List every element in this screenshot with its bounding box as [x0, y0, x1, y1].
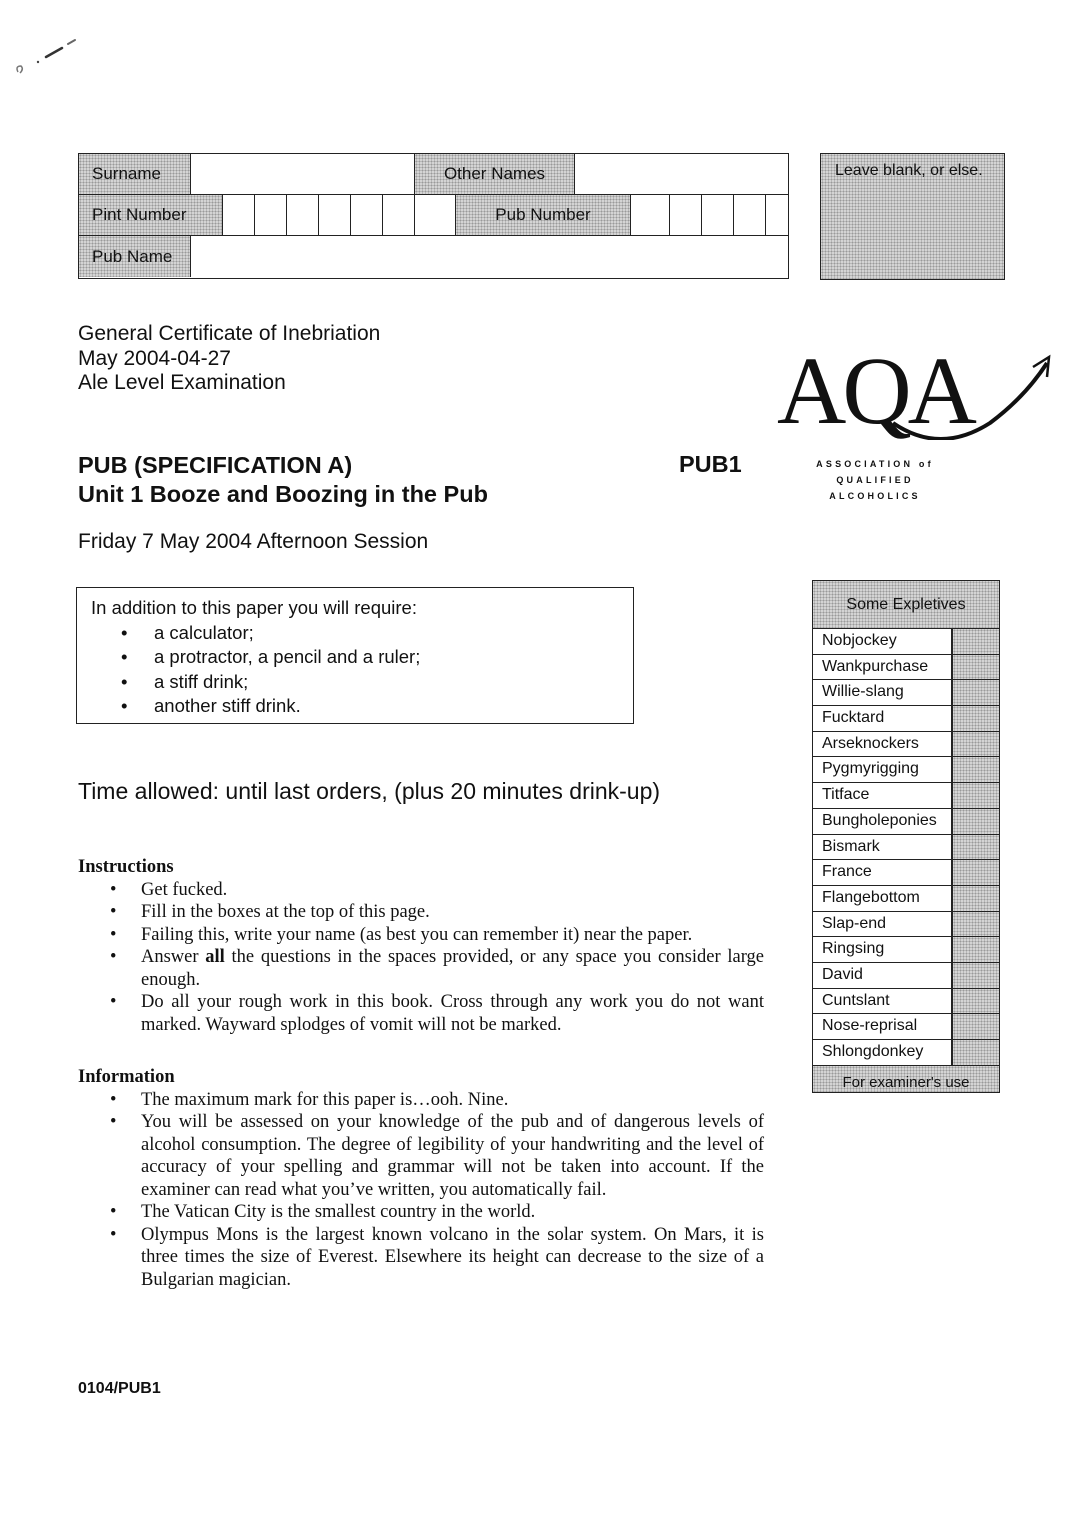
session-date: Friday 7 May 2004 Afternoon Session — [78, 530, 429, 553]
expletive-name: Bungholeponies — [813, 809, 953, 834]
pub-number-label: Pub Number — [456, 195, 631, 235]
certificate-date: May 2004-04-27 — [78, 346, 231, 370]
table-row — [813, 886, 999, 912]
expletive-name: Wankpurchase — [813, 655, 953, 680]
pub-number-digit-box[interactable] — [702, 195, 734, 235]
instructions-list — [78, 879, 764, 1037]
pint-number-digit-box[interactable] — [255, 195, 287, 235]
table-row — [813, 629, 999, 655]
pen-scribble-mark — [10, 30, 90, 80]
examiner-use-footer: For examiner's use — [813, 1066, 999, 1092]
examiner-mark-box[interactable] — [953, 680, 999, 705]
expletive-name: Pygmyrigging — [813, 757, 953, 782]
expletive-name: Arseknockers — [813, 732, 953, 757]
exam-level: Ale Level Examination — [78, 371, 286, 394]
expletive-name: Titface — [813, 783, 953, 808]
pub-number-digit-box[interactable] — [734, 195, 766, 235]
expletives-heading: Some Expletives — [813, 581, 999, 629]
table-row — [813, 757, 999, 783]
specification-title: PUB (SPECIFICATION A) — [78, 452, 353, 478]
examiner-mark-box[interactable] — [953, 835, 999, 860]
expletives-table — [812, 580, 1000, 1093]
aqa-logo-subtitle — [800, 456, 950, 504]
information-list — [78, 1089, 764, 1292]
table-row — [813, 937, 999, 963]
pint-number-digit-box[interactable] — [287, 195, 319, 235]
information-item: • Olympus Mons is the largest known volcano in the solar system. On Mars, it is three times the size of Everest. Elsewhere its height can decrease to the size of a Bulgarian magician. — [78, 1224, 764, 1292]
pint-number-digit-box[interactable] — [319, 195, 351, 235]
requirement-item: • a calculator; — [91, 621, 633, 646]
instruction-item: • Do all your rough work in this book. Cross through any work you do not want marked. Wayward splodges of vomit will not be marked. — [78, 991, 764, 1036]
expletive-name: David — [813, 963, 953, 988]
examiner-mark-box[interactable] — [953, 886, 999, 911]
information-item: • The maximum mark for this paper is…ooh. Nine. — [78, 1089, 764, 1112]
paper-code: PUB1 — [679, 451, 742, 477]
requirement-item: • a stiff drink; — [91, 670, 633, 695]
information-heading: Information — [78, 1067, 175, 1087]
instruction-item: • Get fucked. — [78, 879, 764, 902]
pint-number-digit-box[interactable] — [223, 195, 255, 235]
table-row — [813, 655, 999, 681]
table-row — [813, 860, 999, 886]
expletive-name: Flangebottom — [813, 886, 953, 911]
examiner-mark-box[interactable] — [953, 655, 999, 680]
logo-subtitle-line: ALCOHOLICS — [829, 491, 921, 501]
examiner-mark-box[interactable] — [953, 629, 999, 654]
information-item: • The Vatican City is the smallest country in the world. — [78, 1201, 764, 1224]
expletive-name: France — [813, 860, 953, 885]
pub-number-digit-box[interactable] — [670, 195, 702, 235]
table-row — [813, 835, 999, 861]
pub-number-digit-box[interactable] — [766, 195, 788, 235]
information-section — [78, 1066, 764, 1291]
expletive-name: Nose-reprisal — [813, 1014, 953, 1039]
surname-field[interactable] — [191, 154, 415, 194]
examiner-mark-box[interactable] — [953, 732, 999, 757]
other-names-label: Other Names — [415, 154, 575, 194]
instructions-section — [78, 856, 764, 1036]
pint-number-label: Pint Number — [79, 195, 223, 235]
leave-blank-box — [820, 153, 1005, 280]
instruction-item: • Failing this, write your name (as best you can remember it) near the paper. — [78, 924, 764, 947]
instruction-text: the questions in the spaces provided, or any space you consider large enough. — [141, 947, 764, 990]
table-row — [813, 1014, 999, 1040]
expletive-name: Slap-end — [813, 912, 953, 937]
instruction-item: • Fill in the boxes at the top of this page. — [78, 901, 764, 924]
pint-number-digit-box[interactable] — [415, 195, 456, 235]
examiner-mark-box[interactable] — [953, 783, 999, 808]
requirement-item: • a protractor, a pencil and a ruler; — [91, 645, 633, 670]
table-row — [813, 706, 999, 732]
examiner-mark-box[interactable] — [953, 706, 999, 731]
certificate-title: General Certificate of Inebriation — [78, 322, 381, 345]
pint-number-digit-box[interactable] — [383, 195, 415, 235]
examiner-mark-box[interactable] — [953, 963, 999, 988]
pint-pub-number-row — [79, 195, 788, 236]
other-names-field[interactable] — [575, 154, 788, 194]
instruction-text: Answer — [141, 947, 206, 967]
instructions-heading: Instructions — [78, 857, 174, 877]
table-row — [813, 912, 999, 938]
examiner-mark-box[interactable] — [953, 860, 999, 885]
expletive-name: Willie-slang — [813, 680, 953, 705]
examiner-mark-box[interactable] — [953, 937, 999, 962]
expletive-name: Bismark — [813, 835, 953, 860]
pub-name-row — [79, 236, 788, 277]
instruction-emphasis: all — [205, 947, 225, 967]
unit-title: Unit 1 Booze and Boozing in the Pub — [78, 481, 488, 507]
pub-number-digit-box[interactable] — [631, 195, 670, 235]
expletive-name: Nobjockey — [813, 629, 953, 654]
candidate-details-form — [78, 153, 789, 279]
aqa-logo-mark: AQA — [777, 345, 973, 440]
specification-block — [78, 451, 488, 509]
examiner-mark-box[interactable] — [953, 989, 999, 1014]
pub-name-label: Pub Name — [79, 236, 191, 277]
requirement-item: • another stiff drink. — [91, 694, 633, 719]
surname-label: Surname — [79, 154, 191, 194]
paper-reference-code: 0104/PUB1 — [78, 1380, 161, 1397]
surname-row — [79, 154, 788, 195]
examiner-mark-box[interactable] — [953, 757, 999, 782]
table-row — [813, 989, 999, 1015]
certificate-block — [78, 322, 380, 396]
examiner-mark-box[interactable] — [953, 912, 999, 937]
requirements-box — [76, 587, 634, 724]
requirements-intro: In addition to this paper you will require: — [91, 597, 417, 618]
pint-number-digit-box[interactable] — [351, 195, 383, 235]
table-row — [813, 783, 999, 809]
table-row — [813, 1040, 999, 1066]
logo-subtitle-line: QUALIFIED — [836, 475, 914, 485]
expletive-name: Ringsing — [813, 937, 953, 962]
table-row — [813, 809, 999, 835]
instruction-item — [78, 946, 764, 991]
aqa-logo-icon — [775, 345, 1060, 440]
table-row — [813, 680, 999, 706]
information-item: • You will be assessed on your knowledge of the pub and of dangerous levels of alcohol consumption. The degree of legibility of your handwriting and the level of accuracy of your spelling and grammar will not be taken into account. If the examiner can read what you’ve written, you automatically fail. — [78, 1111, 764, 1201]
time-allowed: Time allowed: until last orders, (plus 20 minutes drink-up) — [78, 778, 661, 804]
requirements-list — [91, 621, 633, 719]
examiner-mark-box[interactable] — [953, 1040, 999, 1065]
expletive-name: Fucktard — [813, 706, 953, 731]
expletive-name: Shlongdonkey — [813, 1040, 953, 1065]
logo-subtitle-line: ASSOCIATION of — [816, 459, 934, 469]
leave-blank-label: Leave blank, or else. — [835, 162, 983, 179]
examiner-mark-box[interactable] — [953, 809, 999, 834]
pub-name-field[interactable] — [191, 236, 788, 277]
table-row — [813, 732, 999, 758]
table-row — [813, 963, 999, 989]
expletive-name: Cuntslant — [813, 989, 953, 1014]
examiner-mark-box[interactable] — [953, 1014, 999, 1039]
